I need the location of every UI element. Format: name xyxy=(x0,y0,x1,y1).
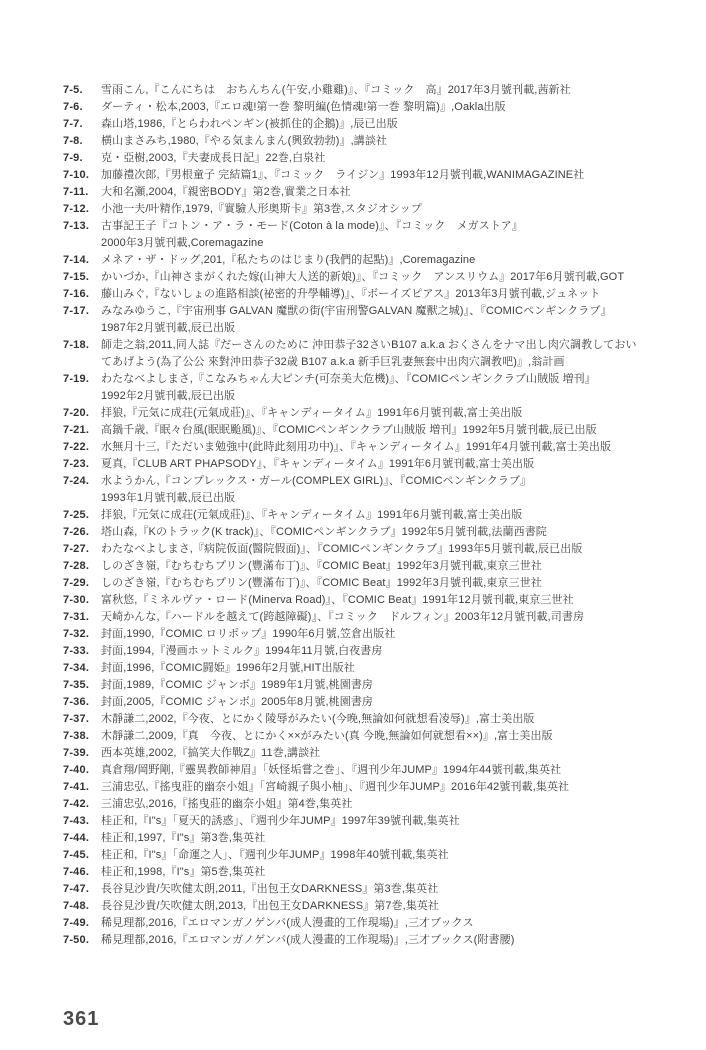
reference-entry xyxy=(63,745,688,762)
entry-number: 7-33. xyxy=(63,645,90,657)
entry-number: 7-48. xyxy=(63,900,90,912)
entry-line: てあげよう(為了公公 來對沖田恭子32歳 B107 a.k.a 新手巨乳妻無套中出肉穴調教吧)』,翁計画 xyxy=(101,356,565,368)
entry-number: 7-13. xyxy=(63,220,90,232)
reference-entry xyxy=(63,371,688,405)
entry-text xyxy=(101,779,688,796)
reference-entry xyxy=(63,116,688,133)
entry-number: 7-26. xyxy=(63,526,90,538)
entry-number: 7-22. xyxy=(63,441,90,453)
entry-number: 7-24. xyxy=(63,475,90,487)
entry-number: 7-42. xyxy=(63,798,90,810)
entry-text xyxy=(101,337,688,371)
entry-line: 拝狼,『元気に成荘(元氣成莊)』、『キャンディータイム』1991年6月號刊載,富士美出版 xyxy=(101,407,523,419)
entry-line: 大和名瀬,2004,『親密BODY』第2巻,實業之日本社 xyxy=(101,186,351,198)
reference-entry xyxy=(63,303,688,337)
entry-line: 稀見理都,2016,『エロマンガノゲンバ(成人漫畫的工作現場)』,三才ブックス(附書腰) xyxy=(101,934,515,946)
reference-entry xyxy=(63,269,688,286)
entry-text xyxy=(101,745,688,762)
entry-number: 7-5. xyxy=(63,84,83,96)
reference-entry xyxy=(63,133,688,150)
entry-number: 7-43. xyxy=(63,815,90,827)
entry-number: 7-29. xyxy=(63,577,90,589)
entry-text xyxy=(101,269,688,286)
reference-entry xyxy=(63,728,688,745)
entry-line: 桂正和,『I"s』「夏天的誘惑」、『週刊少年JUMP』1997年39號刊載,集英社 xyxy=(101,815,460,827)
entry-number: 7-36. xyxy=(63,696,90,708)
entry-number: 7-30. xyxy=(63,594,90,606)
entry-line: 雪雨こん,『こんにちは おちんちん(午安,小雞雞)』、『コミック 高』2017年3月號刊載,茜新社 xyxy=(101,84,571,96)
reference-entry xyxy=(63,558,688,575)
reference-entry xyxy=(63,82,688,99)
entry-number: 7-40. xyxy=(63,764,90,776)
entry-number: 7-10. xyxy=(63,169,90,181)
reference-entry xyxy=(63,932,688,949)
reference-entry xyxy=(63,915,688,932)
entry-number: 7-6. xyxy=(63,101,83,113)
entry-number: 7-15. xyxy=(63,271,90,283)
entry-text xyxy=(101,643,688,660)
entry-line: メネア・ザ・ドッグ,201,『私たちのはじまり(我們的起點)』,Coremagazine xyxy=(101,254,476,266)
entry-text xyxy=(101,456,688,473)
entry-text xyxy=(101,116,688,133)
entry-line: しのざき嶺,『むちむちプリン(豐滿布丁)』、『COMIC Beat』1992年3月號刊載,東京三世社 xyxy=(101,560,542,572)
entry-number: 7-35. xyxy=(63,679,90,691)
entry-line: わたなべよしまさ,『病院仮面(醫院假面)』、『COMICペンギンクラブ』1993年5月號刊載,辰已出版 xyxy=(101,543,583,555)
entry-line: 封面,1990,『COMIC ロリポップ』1990年6月號,笠倉出版社 xyxy=(101,628,396,640)
reference-entry xyxy=(63,847,688,864)
entry-line: 桂正和,『I"s』「命運之人」、『週刊少年JUMP』1998年40號刊載,集英社 xyxy=(101,849,449,861)
reference-entry xyxy=(63,99,688,116)
entry-number: 7-14. xyxy=(63,254,90,266)
entry-number: 7-19. xyxy=(63,373,90,385)
entry-line: 1992年2月號刊載,辰已出版 xyxy=(101,390,236,402)
entry-number: 7-7. xyxy=(63,118,83,130)
entry-number: 7-34. xyxy=(63,662,90,674)
entry-line: 藤山みぐ,『ないしょの進路相談(祕密的升學輔導)』、『ボーイズピアス』2013年3月號刊載,ジュネット xyxy=(101,288,601,300)
entry-line: 稀見理都,2016,『エロマンガノゲンバ(成人漫畫的工作現場)』,三才ブックス xyxy=(101,917,474,929)
entry-line: みなみゆうこ,『宇宙刑事 GALVAN 魔獣の街(宇宙刑警GALVAN 魔獸之城)』、『COMICペンギンクラブ』 xyxy=(101,305,612,317)
entry-line: 長谷見沙貴/矢吹健太朗,2013,『出包王女DARKNESS』第7巻,集英社 xyxy=(101,900,440,912)
page-number: 361 xyxy=(63,1008,100,1030)
entry-text xyxy=(101,762,688,779)
entry-text xyxy=(101,728,688,745)
entry-text xyxy=(101,252,688,269)
entry-line: 封面,1996,『COMIC闘姫』1996年2月號,HIT出版社 xyxy=(101,662,355,674)
reference-entry xyxy=(63,150,688,167)
entry-line: 加藤禮次郎,『男根童子 完結篇1』、『コミック ライジン』1993年12月號刊載,WANIMAGAZINE社 xyxy=(101,169,585,181)
entry-text xyxy=(101,796,688,813)
reference-entry xyxy=(63,201,688,218)
entry-text xyxy=(101,813,688,830)
entry-text xyxy=(101,218,688,252)
reference-entry xyxy=(63,337,688,371)
entry-number: 7-8. xyxy=(63,135,83,147)
reference-entry xyxy=(63,694,688,711)
reference-entry xyxy=(63,609,688,626)
entry-number: 7-20. xyxy=(63,407,90,419)
entry-number: 7-12. xyxy=(63,203,90,215)
reference-entry xyxy=(63,456,688,473)
entry-text xyxy=(101,609,688,626)
entry-text xyxy=(101,932,688,949)
entry-line: 水無月十三,『ただいま勉強中(此時此刻用功中)』、『キャンディータイム』1991年4月號刊載,富士美出版 xyxy=(101,441,612,453)
reference-entry xyxy=(63,830,688,847)
reference-entry xyxy=(63,439,688,456)
entry-text xyxy=(101,592,688,609)
entry-line: 封面,1989,『COMIC ジャンボ』1989年1月號,桃園書房 xyxy=(101,679,374,691)
entry-number: 7-49. xyxy=(63,917,90,929)
entry-text xyxy=(101,473,688,507)
reference-entry xyxy=(63,167,688,184)
entry-line: 拝狼,『元気に成荘(元氣成莊)』、『キャンディータイム』1991年6月號刊載,富士美出版 xyxy=(101,509,523,521)
reference-entry xyxy=(63,643,688,660)
entry-text xyxy=(101,99,688,116)
entry-number: 7-21. xyxy=(63,424,90,436)
entry-text xyxy=(101,507,688,524)
reference-entry xyxy=(63,286,688,303)
entry-text xyxy=(101,184,688,201)
reference-entry xyxy=(63,864,688,881)
entry-number: 7-16. xyxy=(63,288,90,300)
entry-text xyxy=(101,626,688,643)
entry-line: 富秋悠,『ミネルヴァ・ロード(Minerva Road)』、『COMIC Beat』1991年12月號刊載,東京三世社 xyxy=(101,594,574,606)
entry-number: 7-32. xyxy=(63,628,90,640)
reference-entry xyxy=(63,881,688,898)
entry-line: しのざき嶺,『むちむちプリン(豐滿布丁)』、『COMIC Beat』1992年3月號刊載,東京三世社 xyxy=(101,577,542,589)
entry-number: 7-50. xyxy=(63,934,90,946)
entry-line: 1993年1月號刊載,辰已出版 xyxy=(101,492,236,504)
entry-text xyxy=(101,541,688,558)
entry-number: 7-44. xyxy=(63,832,90,844)
entry-number: 7-25. xyxy=(63,509,90,521)
entry-text xyxy=(101,303,688,337)
entry-number: 7-45. xyxy=(63,849,90,861)
entry-text xyxy=(101,201,688,218)
reference-entry xyxy=(63,473,688,507)
entry-text xyxy=(101,575,688,592)
entry-line: 水ようかん,『コンプレックス・ガール(COMPLEX GIRL)』、『COMICペンギンクラブ』 xyxy=(101,475,532,487)
reference-entry xyxy=(63,218,688,252)
entry-line: 三浦忠弘,2016,『搖曳莊的幽奈小姐』第4巻,集英社 xyxy=(101,798,353,810)
entry-number: 7-9. xyxy=(63,152,83,164)
entry-text xyxy=(101,660,688,677)
entry-line: 天崎かんな,『ハードルを越えて(跨越障礙)』、『コミック ドルフィン』2003年12月號刊載,司書房 xyxy=(101,611,585,623)
reference-entry xyxy=(63,898,688,915)
reference-entry xyxy=(63,524,688,541)
reference-entry xyxy=(63,252,688,269)
entry-line: 封面,2005,『COMIC ジャンボ』2005年8月號,桃園書房 xyxy=(101,696,374,708)
entry-line: 古事記王子『コトン・ア・ラ・モード(Coton à la mode)』、『コミック メガストア』 xyxy=(101,220,523,232)
entry-text xyxy=(101,677,688,694)
entry-line: 封面,1994,『漫画ホットミルク』1994年11月號,白夜書房 xyxy=(101,645,383,657)
reference-entry xyxy=(63,184,688,201)
entry-number: 7-23. xyxy=(63,458,90,470)
entry-text xyxy=(101,864,688,881)
entry-text xyxy=(101,694,688,711)
entry-number: 7-17. xyxy=(63,305,90,317)
entry-text xyxy=(101,881,688,898)
entry-line: 塔山森,『Kのトラック(K track)』、『COMICペンギンクラブ』1992年5月號刊載,法蘭西書院 xyxy=(101,526,547,538)
entry-line: ダーティ・松本,2003,『エロ魂!第一巻 黎明編(色情魂!第一巻 黎明篇)』,Oakla出版 xyxy=(101,101,506,113)
entry-text xyxy=(101,830,688,847)
entry-number: 7-46. xyxy=(63,866,90,878)
entry-line: 三浦忠弘,『搖曳莊的幽奈小姐』「宮崎親子與小柚」、『週刊少年JUMP』2016年42號刊載,集英社 xyxy=(101,781,570,793)
reference-entry xyxy=(63,541,688,558)
reference-entry xyxy=(63,813,688,830)
entry-number: 7-11. xyxy=(63,186,89,198)
entry-line: 桂正和,1997,『I"s』第3巻,集英社 xyxy=(101,832,266,844)
entry-number: 7-39. xyxy=(63,747,90,759)
entry-text xyxy=(101,558,688,575)
reference-entry xyxy=(63,779,688,796)
reference-entry xyxy=(63,405,688,422)
reference-entry xyxy=(63,796,688,813)
entry-line: かいづか,『山神さまがくれた嫁(山神大人送的新娘)』、『コミック アンスリウム』2017年6月號刊載,GOT xyxy=(101,271,625,283)
reference-entry xyxy=(63,677,688,694)
entry-line: 長谷見沙貴/矢吹健太朗,2011,『出包王女DARKNESS』第3巻,集英社 xyxy=(101,883,439,895)
entry-number: 7-31. xyxy=(63,611,90,623)
entry-text xyxy=(101,439,688,456)
entry-text xyxy=(101,898,688,915)
entry-text xyxy=(101,371,688,405)
entry-number: 7-41. xyxy=(63,781,90,793)
entry-text xyxy=(101,422,688,439)
entry-number: 7-37. xyxy=(63,713,90,725)
entry-text xyxy=(101,167,688,184)
entry-line: わたなべよしまさ,『こなみちゃん大ピンチ(可奈美大危機)』、『COMICペンギンクラブ山賊版 増刊』 xyxy=(101,373,596,385)
reference-list xyxy=(63,82,688,949)
entry-line: 1987年2月號刊載,辰已出版 xyxy=(101,322,236,334)
entry-text xyxy=(101,711,688,728)
entry-line: 師走之翁,2011,同人誌『だーさんのために 沖田恭子32さいB107 a.k.a おくさんをナマ出し肉穴調教しておい xyxy=(101,339,637,351)
reference-entry xyxy=(63,575,688,592)
entry-line: 克・亞樹,2003,『夫妻成長日記』22巻,白泉社 xyxy=(101,152,326,164)
entry-line: 森山塔,1986,『とらわれペンギン(被抓住的企鵝)』,辰已出版 xyxy=(101,118,398,130)
entry-text xyxy=(101,82,688,99)
entry-text xyxy=(101,150,688,167)
entry-number: 7-18. xyxy=(63,339,90,351)
entry-text xyxy=(101,524,688,541)
entry-line: 夏真,『CLUB ART PHAPSODY』、『キャンディータイム』1991年6月號刊載,富士美出版 xyxy=(101,458,535,470)
entry-line: 小池一夫/叶精作,1979,『實驗人形奥斯卡』第3巻,スタジオシップ xyxy=(101,203,422,215)
reference-entry xyxy=(63,762,688,779)
entry-line: 西本英雄,2002,『搞笑大作戰Z』11巻,講談社 xyxy=(101,747,321,759)
entry-line: 真倉翔/岡野剛,『靈異教師神眉』「妖怪垢嘗之巻」、『週刊少年JUMP』1994年44號刊載,集英社 xyxy=(101,764,562,776)
entry-text xyxy=(101,286,688,303)
reference-entry xyxy=(63,660,688,677)
entry-line: 木靜謙二,2009,『真 今夜、とにかく××がみたい(真 今晚,無論如何就想看××)』,富士美出版 xyxy=(101,730,553,742)
entry-text xyxy=(101,847,688,864)
entry-line: 高鍋千歳,『眠々台風(眠眠颱風)』、『COMICペンギンクラブ山賊版 増刊』1992年5月號刊載,辰已出版 xyxy=(101,424,597,436)
entry-line: 2000年3月號刊載,Coremagazine xyxy=(101,237,264,249)
entry-line: 横山まさみち,1980,『やる気まんまん(興致勃勃)』,講談社 xyxy=(101,135,388,147)
entry-text xyxy=(101,915,688,932)
entry-number: 7-28. xyxy=(63,560,90,572)
entry-text xyxy=(101,405,688,422)
reference-entry xyxy=(63,626,688,643)
reference-entry xyxy=(63,711,688,728)
entry-line: 桂正和,1998,『I"s』第5巻,集英社 xyxy=(101,866,266,878)
reference-entry xyxy=(63,592,688,609)
entry-number: 7-38. xyxy=(63,730,90,742)
entry-number: 7-47. xyxy=(63,883,90,895)
reference-entry xyxy=(63,507,688,524)
entry-text xyxy=(101,133,688,150)
entry-line: 木靜謙二,2002,『今夜、とにかく陵辱がみたい(今晚,無論如何就想看凌辱)』,富士美出版 xyxy=(101,713,535,725)
reference-entry xyxy=(63,422,688,439)
entry-number: 7-27. xyxy=(63,543,90,555)
